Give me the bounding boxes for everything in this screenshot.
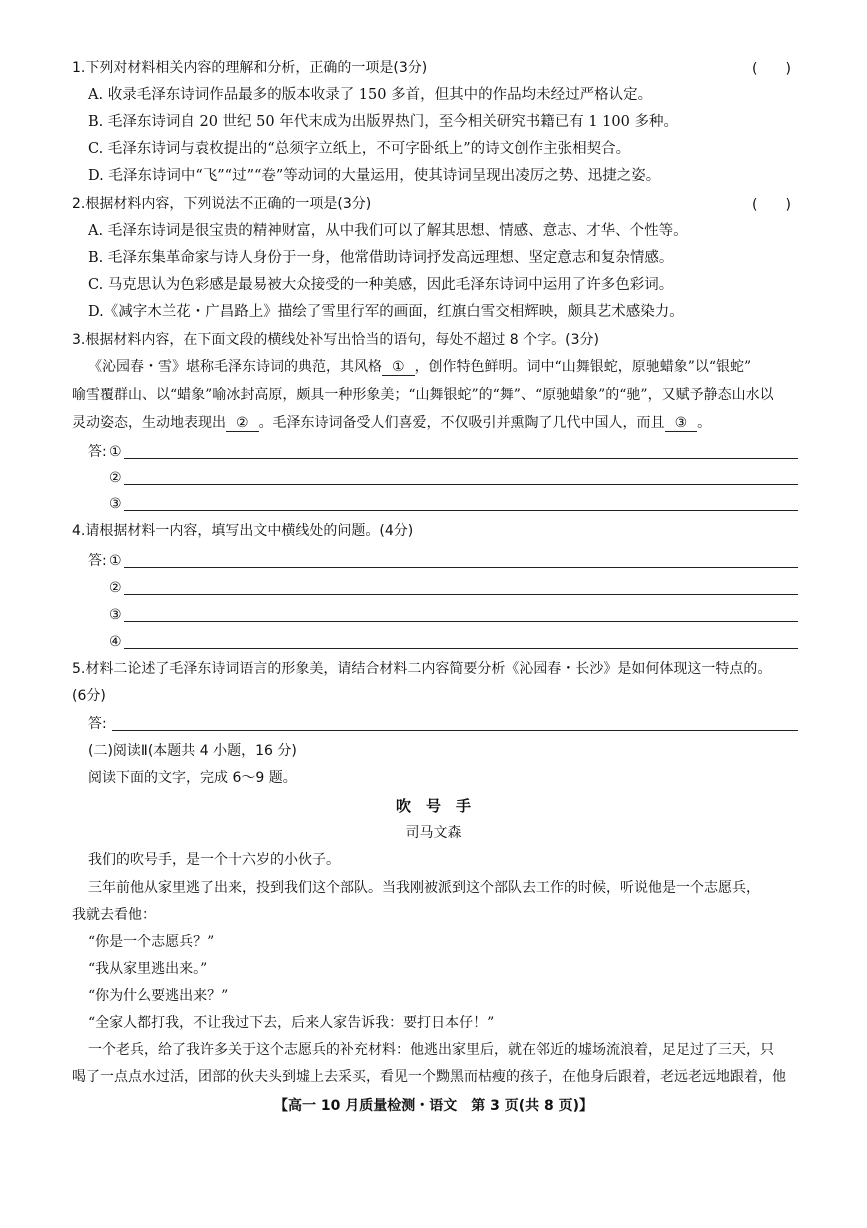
story-paragraph-3-line-2: 喝了一点点水过活，团部的伙夫头到墟上去采买，看见一个黝黑而枯瘦的孩子，在他身后跟着，老远老远地跟着，他 [72, 1069, 786, 1085]
q4-answer-num-2: ② [109, 580, 122, 596]
q3-stem: 3.根据材料内容，在下面文段的横线处补写出恰当的语句，每处不超过 8 个字。(3分) [72, 332, 599, 348]
q1-stem: 1.下列对材料相关内容的理解和分析，正确的一项是(3分) [72, 60, 428, 76]
q4-stem: 4.请根据材料一内容，填写出文中横线处的问题。(4分) [72, 523, 414, 539]
story-paragraph-2-line-2: 我就去看他： [72, 907, 156, 923]
q4-answer-num-4: ④ [109, 634, 122, 650]
q3-answer-label: 答: [88, 444, 107, 460]
story-paragraph-2-line-1: 三年前他从家里逃了出来，投到我们这个部队。当我刚被派到这个部队去工作的时候，听说他是一个志愿兵， [88, 880, 760, 896]
q3-answer-line-3[interactable] [124, 510, 798, 511]
q3-paragraph-line-1 [88, 357, 751, 377]
q3-answer-line-1[interactable] [124, 458, 798, 459]
story-author: 司马文森 [405, 825, 462, 841]
q3-answer-line-2[interactable] [124, 484, 798, 485]
q4-answer-num-3: ③ [109, 607, 122, 623]
q5-stem-line-1: 5.材料二论述了毛泽东诗词语言的形象美，请结合材料二内容简要分析《沁园春・长沙》是如何体现这一特点的。 [72, 661, 772, 677]
q2-option-b: B. 毛泽东集革命家与诗人身份于一身，他常借助诗词抒发高远理想、坚定意志和复杂情感。 [88, 250, 674, 266]
story-title: 吹 号 手 [395, 797, 471, 815]
story-paragraph-1: 我们的吹号手，是一个十六岁的小伙子。 [88, 852, 340, 868]
q2-option-a: A. 毛泽东诗词是很宝贵的精神财富，从中我们可以了解其思想、情感、意志、才华、个性等。 [88, 223, 688, 239]
story-paragraph-3-line-1: 一个老兵，给了我许多关于这个志愿兵的补充材料：他逃出家里后，就在邻近的墟场流浪着，足足过了三天，只 [88, 1042, 774, 1058]
q4-answer-num-1: ① [109, 553, 122, 569]
q4-answer-line-4[interactable] [124, 648, 798, 649]
q2-stem: 2.根据材料内容，下列说法不正确的一项是(3分) [72, 196, 372, 212]
q1-answer-paren: ( ) [752, 61, 791, 77]
q2-option-d: D.《减字木兰花・广昌路上》描绘了雪里行军的画面，红旗白雪交相辉映，颇具艺术感染力。 [88, 304, 684, 320]
q3-paragraph-line-2: 喻雪覆群山、以“蜡象”喻冰封高原，颇具一种形象美；“山舞银蛇”的“舞”、“原驰蜡象”的“驰”，又赋予静态山水以 [72, 387, 774, 403]
q4-answer-line-1[interactable] [124, 567, 798, 568]
section-heading: (二)阅读Ⅱ(本题共 4 小题，16 分) [88, 743, 297, 759]
q3-blank-1: ① [382, 359, 415, 376]
q3-paragraph-line-3 [72, 413, 711, 433]
q4-answer-line-2[interactable] [124, 594, 798, 595]
q4-answer-line-3[interactable] [124, 621, 798, 622]
story-dialogue-3: “你为什么要逃出来？” [88, 988, 229, 1004]
q3-blank-2: ② [226, 415, 259, 432]
page-footer: 【高一 10 月质量检测・语文 第 3 页(共 8 页)】 [273, 1098, 593, 1114]
q3-answer-num-3: ③ [109, 496, 122, 512]
q1-option-c: C. 毛泽东诗词与袁枚提出的“总须字立纸上，不可字卧纸上”的诗文创作主张相契合。 [88, 141, 631, 157]
q3-text: 。毛泽东诗词备受人们喜爱，不仅吸引并熏陶了几代中国人，而且 [258, 415, 665, 431]
q1-option-b: B. 毛泽东诗词自 20 世纪 50 年代末成为出版界热门，至今相关研究书籍已有 1 100 多种。 [88, 114, 678, 130]
q3-text: 《沁园春・雪》堪称毛泽东诗词的典范，其风格 [88, 359, 382, 375]
q5-answer-label: 答: [88, 716, 107, 732]
q3-blank-3: ③ [665, 415, 698, 432]
q3-text: 。 [697, 415, 712, 431]
q3-text: 灵动姿态，生动地表现出 [72, 415, 226, 431]
q3-answer-num-2: ② [109, 470, 122, 486]
q1-option-a: A. 收录毛泽东诗词作品最多的版本收录了 150 多首，但其中的作品均未经过严格认定。 [88, 87, 653, 103]
q3-text: ，创作特色鲜明。词中“山舞银蛇，原驰蜡象”以“银蛇” [414, 359, 752, 375]
q5-stem-line-2: (6分) [72, 688, 106, 704]
story-dialogue-2: “我从家里逃出来。” [88, 961, 208, 977]
story-dialogue-1: “你是一个志愿兵？” [88, 934, 215, 950]
section-instruction: 阅读下面的文字，完成 6～9 题。 [88, 770, 297, 786]
q2-option-c: C. 马克思认为色彩感是最易被大众接受的一种美感，因此毛泽东诗词中运用了许多色彩词。 [88, 277, 674, 293]
q2-answer-paren: ( ) [752, 197, 791, 213]
story-dialogue-4: “全家人都打我，不让我过下去，后来人家告诉我：要打日本仔！” [88, 1015, 495, 1031]
q1-option-d: D. 毛泽东诗词中“飞”“过”“卷”等动词的大量运用，使其诗词呈现出凌厉之势、迅捷之姿。 [88, 168, 661, 184]
q5-answer-line[interactable] [112, 730, 798, 731]
q3-answer-num-1: ① [109, 444, 122, 460]
q4-answer-label: 答: [88, 553, 107, 569]
